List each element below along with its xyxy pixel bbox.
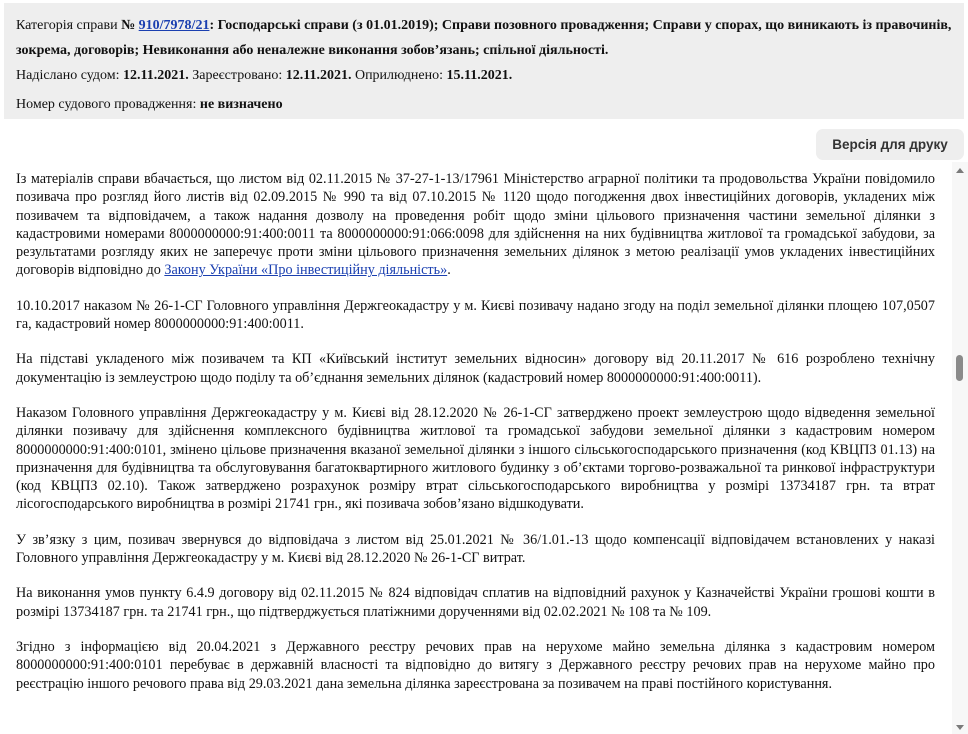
print-version-button[interactable]: Версія для друку bbox=[816, 129, 964, 160]
registered-date: 12.11.2021. bbox=[285, 68, 352, 83]
category-label: Категорія справи bbox=[16, 18, 122, 33]
proceeding-value: не визначено bbox=[199, 97, 283, 112]
document-text bbox=[16, 170, 935, 734]
paragraph: Наказом Головного управління Держгеокадастру у м. Києві від 28.12.2020 № 26-1-СГ затверджено проект землеустрою щодо відведення земельної ділянки позивачу для здійснення комплексного будівництва житлової та громадської забудови земельної ділянки з кадастровим номером 8000000000:91:400:0101, змінено цільове призначення вказаної земельної ділянки з іншого сільськогосподарського призначення (код КВЦПЗ 01.13) на призначення для будівництва та обслуговування багатоквартирного житлового будинку з об’єктами торгово-розважальної та ринкової інфраструктури (код КВЦПЗ 02.10). Також затверджено розрахунок розміру втрат сільськогосподарського виробництва у розмірі 13734187 грн. та втрат лісогосподарського виробництва в розмірі 21741 грн., які позивача зобов’язано відшкодувати. bbox=[16, 404, 935, 513]
paragraph bbox=[16, 170, 935, 280]
paragraph: На виконання умов пункту 6.4.9 договору від 02.11.2015 № 824 відповідач сплатив на відповідний рахунок у Казначействі України грошові кошти в розмірі 13734187 грн. та 21741 грн., що підтверджується платіжними дорученнями від 02.02.2021 № 108 та № 109. bbox=[16, 585, 935, 620]
case-number-link[interactable]: 910/7978/21 bbox=[138, 18, 210, 33]
case-number-prefix: № bbox=[121, 18, 139, 33]
case-dates-line bbox=[16, 63, 952, 88]
paragraph-text: Із матеріалів справи вбачається, що листом від 02.11.2015 № 37-27-1-13/17961 Міністерство аграрної політики та продовольства України повідомило позивача про розгляд його листів від 02.09.2015 № 990 та від 07.10.2015 № 1120 щодо погодження двох інвестиційних договорів, укладених між позивачем та відповідачем, а також надання дозволу на проведення робіт щодо зміни цільового призначення частини земельної ділянки з кадастровими номерами 8000000000:91:400:0011 та 8000000000:91:066:0098 для здійснення на них будівництва житлової та громадської забудови, за результатами розгляду яких не заперечує проти зміни цільового призначення земельних ділянок з метою реалізації умов укладених інвестиційних договорів відповідно до bbox=[16, 171, 935, 279]
paragraph-end: . bbox=[447, 262, 451, 279]
published-label: Оприлюднено: bbox=[351, 68, 447, 83]
paragraph: Згідно з інформацією від 20.04.2021 з Державного реєстру речових прав на нерухоме майно земельна ділянка з кадастровим номером 8000000000:91:400:0101 перебуває в державній власності та відповідно до витягу з Державного реєстру речових прав на нерухоме майно про реєстрацію іншого речового права від 29.03.2021 дана земельна ділянка зареєстрована за позивачем на праві постійного користування. bbox=[16, 638, 935, 692]
vertical-scrollbar[interactable] bbox=[952, 162, 968, 734]
case-category-line-cont bbox=[16, 38, 952, 63]
published-date: 15.11.2021. bbox=[446, 68, 513, 83]
law-link[interactable]: Закону України «Про інвестиційну діяльність» bbox=[164, 262, 448, 279]
paragraph: На підставі укладеного між позивачем та КП «Київський інститут земельних відносин» договору від 20.11.2017 № 616 розроблено технічну документацію із землеустрою щодо поділу та об’єднання земельних ділянок (кадастровий номер 8000000000:91:400:0011). bbox=[16, 351, 935, 386]
scroll-up-arrow-icon[interactable] bbox=[956, 168, 964, 173]
paragraph: У зв’язку з цим, позивач звернувся до відповідача з листом від 25.01.2021 № 36/1.01.-13 щодо компенсації відповідачем встановлених у наказі Головного управління Держгеокадастру у м. Києві від 28.12.2020 № 26-1-СГ витрат. bbox=[16, 531, 935, 567]
category-text: : Господарські справи (з 01.01.2019); Справи позовного провадження; Справи у спорах, що виникають із правочинів, bbox=[209, 18, 952, 33]
proceeding-line bbox=[16, 92, 952, 117]
sent-date: 12.11.2021. bbox=[123, 68, 189, 83]
registered-label: Зареєстровано: bbox=[188, 68, 286, 83]
sent-label: Надіслано судом: bbox=[16, 68, 123, 83]
case-info-panel bbox=[4, 3, 964, 119]
proceeding-label: Номер судового провадження: bbox=[16, 97, 200, 112]
scroll-thumb[interactable] bbox=[956, 355, 963, 381]
paragraph: 10.10.2017 наказом № 26-1-СГ Головного управління Держгеокадастру у м. Києві позивачу надано згоду на поділ земельної ділянки площею 107,0507 га, кадастровий номер 8000000000:91:400:0011. bbox=[16, 297, 935, 333]
category-text-cont: зокрема, договорів; Невиконання або неналежне виконання зобов’язань; спільної діяльності. bbox=[16, 43, 609, 58]
scroll-down-arrow-icon[interactable] bbox=[956, 725, 964, 730]
case-category-line bbox=[16, 13, 952, 38]
